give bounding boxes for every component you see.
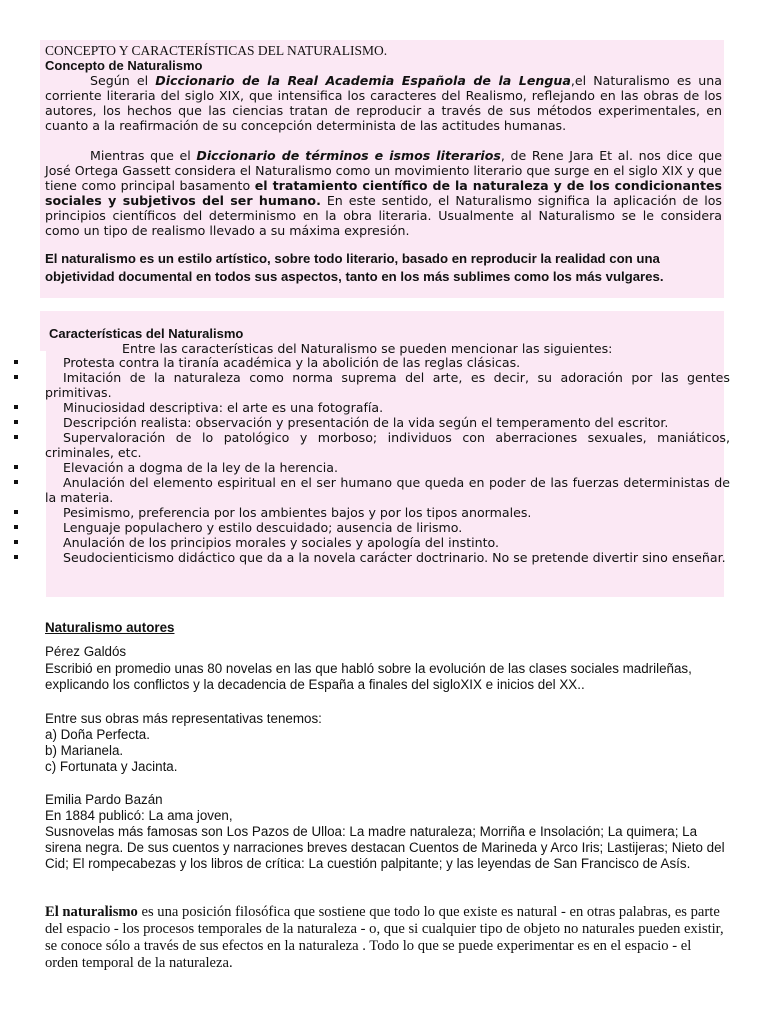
list-item: Seudocienticismo didáctico que da a la novela carácter doctrinario. No se pretende divertir sino enseñar. <box>0 550 730 565</box>
list-item: Imitación de la naturaleza como norma suprema del arte, es decir, su adoración por las gentes primitivas. <box>0 370 730 400</box>
bazan-description: Susnovelas más famosas son Los Pazos de Ulloa: La madre naturaleza; Morriña e Insolación; La quimera; La sirena negra. De sus cuentos y narraciones breves destacan Cuentos de Marineda y Arco Iris; Lastijeras; Nieto del Cid; El rompecabezas y los libros de crítica: La cuestión palpitante; y las leyendas de San Francisco de Asís. <box>45 824 725 871</box>
document-title: CONCEPTO Y CARACTERÍSTICAS DEL NATURALISMO. <box>45 43 388 58</box>
list-item: Pesimismo, preferencia por los ambientes bajos y por los tipos anormales. <box>0 505 730 520</box>
bullet-icon <box>14 435 18 439</box>
galdos-works-intro: Entre sus obras más representativas tenemos: <box>45 711 322 726</box>
bullet-icon <box>14 375 18 379</box>
list-item: Supervaloración de lo patológico y morboso; individuos con aberraciones sexuales, maniáticos, criminales, etc. <box>0 430 730 460</box>
concept-paragraph-1: Según el Diccionario de la Real Academia Española de la Lengua,el Naturalismo es una corriente literaria del siglo XIX, que intensifica los caracteres del Realismo, reflejando en las obras de los autores, los hechos que las ciencias tratan de reproducir a través de sus métodos experimentales, en cuanto a la reafirmación de su concepción determinista de las actitudes humanas. <box>45 73 722 133</box>
bullet-icon <box>14 480 18 484</box>
bullet-icon <box>14 510 18 514</box>
naturalism-definition: El naturalismo es un estilo artístico, sobre todo literario, basado en reproducir la realidad con una objetividad documental en todos sus aspectos, tanto en los más sublimes como los más vulgares. <box>45 251 664 284</box>
list-item: Anulación de los principios morales y sociales y apología del instinto. <box>0 535 730 550</box>
galdos-name: Pérez Galdós <box>45 644 127 659</box>
characteristics-list <box>0 355 730 565</box>
bazan-first-work: En 1884 publicó: La ama joven, <box>45 808 233 823</box>
concept-heading: Concepto de Naturalismo <box>45 58 203 73</box>
galdos-description: Escribió en promedio unas 80 novelas en las que habló sobre la evolución de las clases sociales madrileñas, explicando los conflictos y la decadencia de España a finales del sigloXIX e inicios del XX.. <box>45 661 692 692</box>
bullet-icon <box>14 405 18 409</box>
bullet-icon <box>14 465 18 469</box>
bullet-icon <box>14 360 18 364</box>
characteristics-intro: Entre las características del Naturalismo se pueden mencionar las siguientes: <box>122 341 613 356</box>
philosophy-paragraph: El naturalismo es una posición filosófica que sostiene que todo lo que existe es natural - en otras palabras, es parte del espacio - los procesos temporales de la naturaleza - o, que si cualquier tipo de objeto no naturales pueden existir, se conoce sólo a través de sus efectos en la naturaleza . Todo lo que se puede experimentar es en el espacio - el orden temporal de la naturaleza. <box>45 904 724 971</box>
list-item: Protesta contra la tiranía académica y la abolición de las reglas clásicas. <box>0 355 730 370</box>
galdos-work-2: b) Marianela. <box>45 743 124 758</box>
bullet-icon <box>14 540 18 544</box>
bullet-icon <box>14 525 18 529</box>
authors-heading: Naturalismo autores <box>45 620 175 635</box>
list-item: Descripción realista: observación y presentación de la vida según el temperamento del escritor. <box>0 415 730 430</box>
galdos-work-1: a) Doña Perfecta. <box>45 727 150 742</box>
bullet-icon <box>14 420 18 424</box>
list-item: Lenguaje populachero y estilo descuidado; ausencia de lirismo. <box>0 520 730 535</box>
list-item: Minuciosidad descriptiva: el arte es una fotografía. <box>0 400 730 415</box>
bullet-icon <box>14 555 18 559</box>
list-item: Anulación del elemento espiritual en el ser humano que queda en poder de las fuerzas deterministas de la materia. <box>0 475 730 505</box>
galdos-work-3: c) Fortunata y Jacinta. <box>45 759 178 774</box>
characteristics-heading: Características del Naturalismo <box>49 326 244 341</box>
bazan-name: Emilia Pardo Bazán <box>45 792 163 807</box>
concept-paragraph-2: Mientras que el Diccionario de términos e ismos literarios, de Rene Jara Et al. nos dice que José Ortega Gassett considera el Naturalismo como un movimiento literario que surge en el siglo XIX y que tiene como principal basamento el tratamiento científico de la naturaleza y de los condicionantes sociales y subjetivos del ser humano. En este sentido, el Naturalismo significa la aplicación de los principios científicos del determinismo en la obra literaria. Usualmente al Naturalismo se le considera como un tipo de realismo llevado a su máxima expresión. <box>45 148 723 238</box>
list-item: Elevación a dogma de la ley de la herencia. <box>0 460 730 475</box>
